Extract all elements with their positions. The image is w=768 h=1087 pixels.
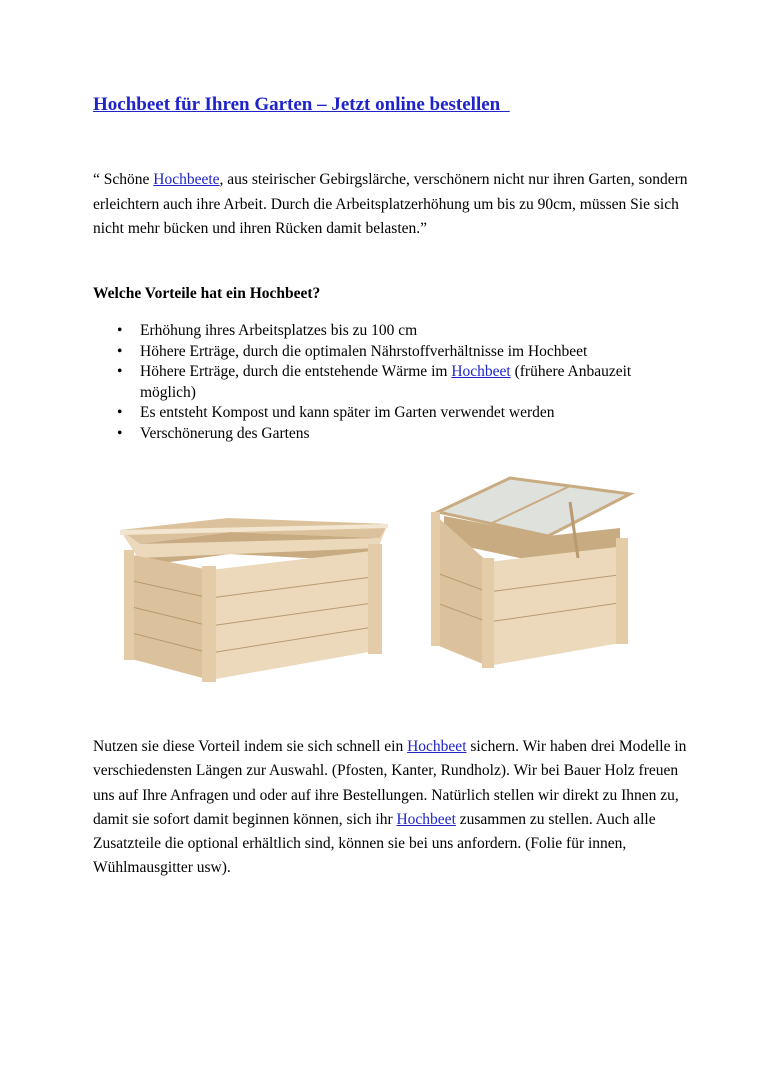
raised-bed-image — [118, 518, 393, 683]
advantages-list — [117, 321, 677, 444]
list-item-text: Höhere Erträge, durch die entstehende Wärme im — [140, 363, 452, 380]
list-item-text: Höhere Erträge, durch die optimalen Nährstoffverhältnisse im Hochbeet — [140, 342, 588, 360]
bed-side-panel — [128, 554, 210, 680]
product-images — [118, 472, 638, 692]
hochbeet-link[interactable]: Hochbeet — [451, 363, 511, 380]
bed-front-panel — [210, 550, 380, 680]
bed-corner-post — [202, 566, 216, 682]
frame-corner-post — [616, 538, 628, 644]
intro-paragraph — [93, 168, 693, 242]
raised-bed-illustration — [118, 518, 393, 683]
hochbeet-link[interactable]: Hochbeet — [407, 738, 467, 755]
page-title[interactable]: Hochbeet für Ihren Garten – Jetzt online bestellen — [93, 94, 510, 115]
list-item — [117, 342, 677, 363]
intro-text-end: , aus steirischer Gebirgslärche, verschönern nicht nur ihren Garten, sondern erleichtern auch ihre Arbeit. Durch die Arbeitsplatzerhöhung um bis zu 90cm, müssen Sie sich nicht mehr bücken und ihren Rücken damit belasten.” — [93, 171, 688, 237]
list-item — [117, 424, 677, 445]
frame-corner-post — [482, 558, 494, 668]
cold-frame-illustration — [430, 472, 640, 672]
list-item-text: Es entsteht Kompost und kann später im Garten verwendet werden — [140, 404, 555, 421]
closing-text: zusammen zu stellen. Auch alle Zusatzteile die optional erhältlich sind, können sie bei uns anfordern. (Folie für innen, Wühlmausgitter usw). — [93, 810, 656, 877]
intro-text-start: “ Schöne — [93, 171, 154, 188]
list-item — [117, 321, 677, 342]
cold-frame-image — [430, 472, 640, 672]
list-item — [117, 362, 677, 403]
closing-paragraph — [93, 735, 693, 881]
section-heading: Welche Vorteile hat ein Hochbeet? — [93, 285, 321, 302]
closing-text: sichern. Wir haben drei Modelle in verschiedensten Längen zur Auswahl. (Pfosten, Kanter, Rundholz). Wir bei Bauer Holz freuen uns auf Ihre Anfragen und oder auf ihre Bestellungen. Natürlich stellen wir direkt zu Ihnen zu, damit sie sofort damit beginnen können, sich ihr — [93, 738, 687, 828]
list-item-text: (frühere Anbauzeit möglich) — [140, 363, 632, 401]
hochbeete-link[interactable]: Hochbeete — [153, 171, 220, 188]
bed-corner-post — [368, 544, 382, 654]
list-item-text: Verschönerung des Gartens — [140, 424, 310, 442]
list-item — [117, 403, 677, 424]
list-item-text: Erhöhung ihres Arbeitsplatzes bis zu 100 cm — [140, 322, 418, 339]
frame-corner-post — [431, 512, 440, 646]
frame-front-panel — [488, 546, 626, 666]
hochbeet-link[interactable]: Hochbeet — [396, 810, 456, 828]
closing-text: Nutzen sie diese Vorteil indem sie sich schnell ein — [93, 738, 408, 755]
bed-corner-post — [124, 550, 134, 660]
